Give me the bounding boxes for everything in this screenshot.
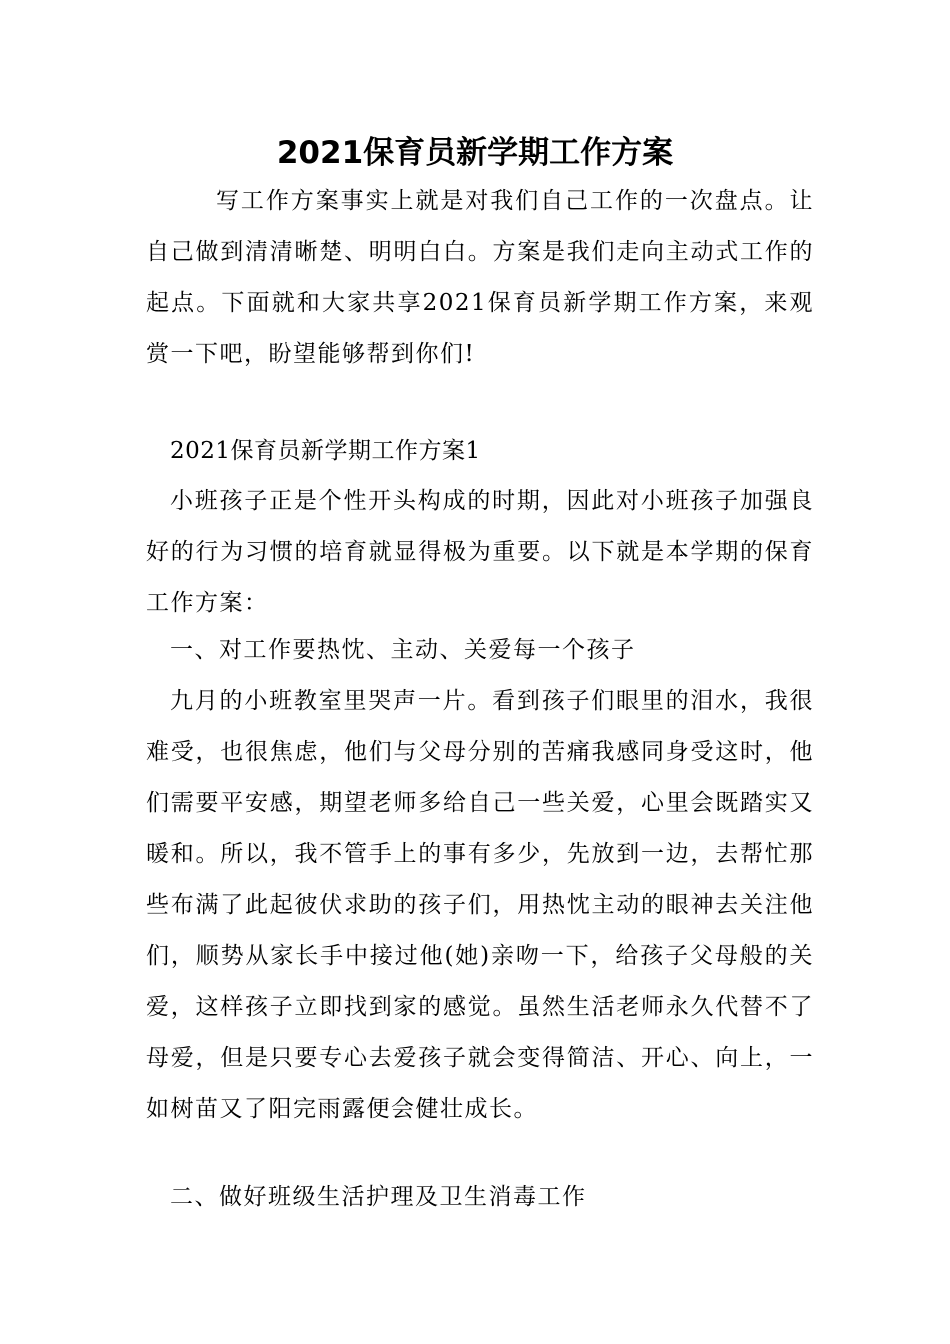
intro-paragraph: 写工作方案事实上就是对我们自己工作的一次盘点。让自己做到清清晰楚、明明白白。方案是我们走向主动式工作的起点。下面就和大家共享2021保育员新学期工作方案，来观赏一下吧，盼望能够帮到你们! xyxy=(146,188,814,367)
paragraph-1: 小班孩子正是个性开头构成的时期，因此对小班孩子加强良好的行为习惯的培育就显得极为重要。以下就是本学期的保育工作方案： xyxy=(146,488,814,616)
heading-1: 一、对工作要热忱、主动、关爱每一个孩子 xyxy=(170,637,636,663)
document-title: 2021保育员新学期工作方案 xyxy=(276,135,674,171)
heading-2: 二、做好班级生活护理及卫生消毒工作 xyxy=(170,1184,587,1210)
section-title: 2021保育员新学期工作方案1 xyxy=(170,438,481,464)
paragraph-2: 九月的小班教室里哭声一片。看到孩子们眼里的泪水，我很难受，也很焦虑，他们与父母分别的苦痛我感同身受这时，他们需要平安感，期望老师多给自己一些关爱，心里会既踏实又暖和。所以，我不管手上的事有多少，先放到一边，去帮忙那些布满了此起彼伏求助的孩子们，用热忱主动的眼神去关注他们，顺势从家长手中接过他(她)亲吻一下，给孩子父母般的关爱，这样孩子立即找到家的感觉。虽然生活老师永久代替不了母爱，但是只要专心去爱孩子就会变得简洁、开心、向上，一如树苗又了阳完雨露便会健壮成长。 xyxy=(146,688,814,1122)
